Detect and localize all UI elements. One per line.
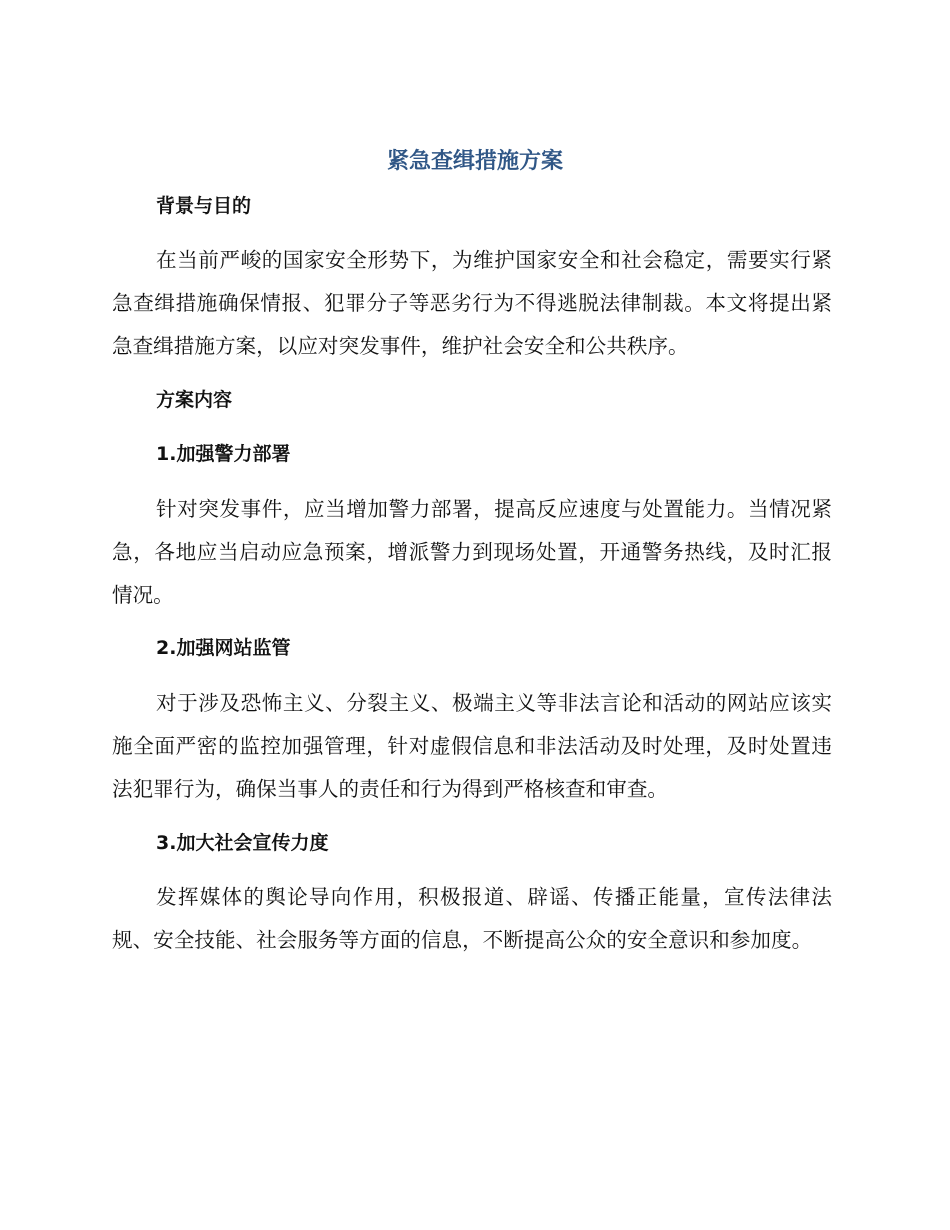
document-title: 紧急查缉措施方案 [386,149,563,174]
section-heading-background: 背景与目的 [156,195,252,217]
section-paragraph-item-1: 针对突发事件，应当增加警力部署，提高反应速度与处置能力。当情况紧急，各地应当启动应急预案，增派警力到现场处置，开通警务热线，及时汇报情况。 [112,497,832,607]
section-paragraph-item-2: 对于涉及恐怖主义、分裂主义、极端主义等非法言论和活动的网站应该实施全面严密的监控加强管理，针对虚假信息和非法活动及时处理，及时处置违法犯罪行为，确保当事人的责任和行为得到严格核查和审查。 [112,691,832,801]
section-heading-item-3: 3.加大社会宣传力度 [156,832,329,854]
section-heading-plan-content: 方案内容 [156,389,233,411]
section-heading-item-1: 1.加强警力部署 [156,443,291,465]
section-paragraph-item-3: 发挥媒体的舆论导向作用，积极报道、辟谣、传播正能量，宣传法律法规、安全技能、社会服务等方面的信息，不断提高公众的安全意识和参加度。 [112,885,832,952]
section-heading-item-2: 2.加强网站监管 [156,637,291,659]
section-paragraph-background: 在当前严峻的国家安全形势下，为维护国家安全和社会稳定，需要实行紧急查缉措施确保情报、犯罪分子等恶劣行为不得逃脱法律制裁。本文将提出紧急查缉措施方案，以应对突发事件，维护社会安全和公共秩序。 [112,248,832,358]
